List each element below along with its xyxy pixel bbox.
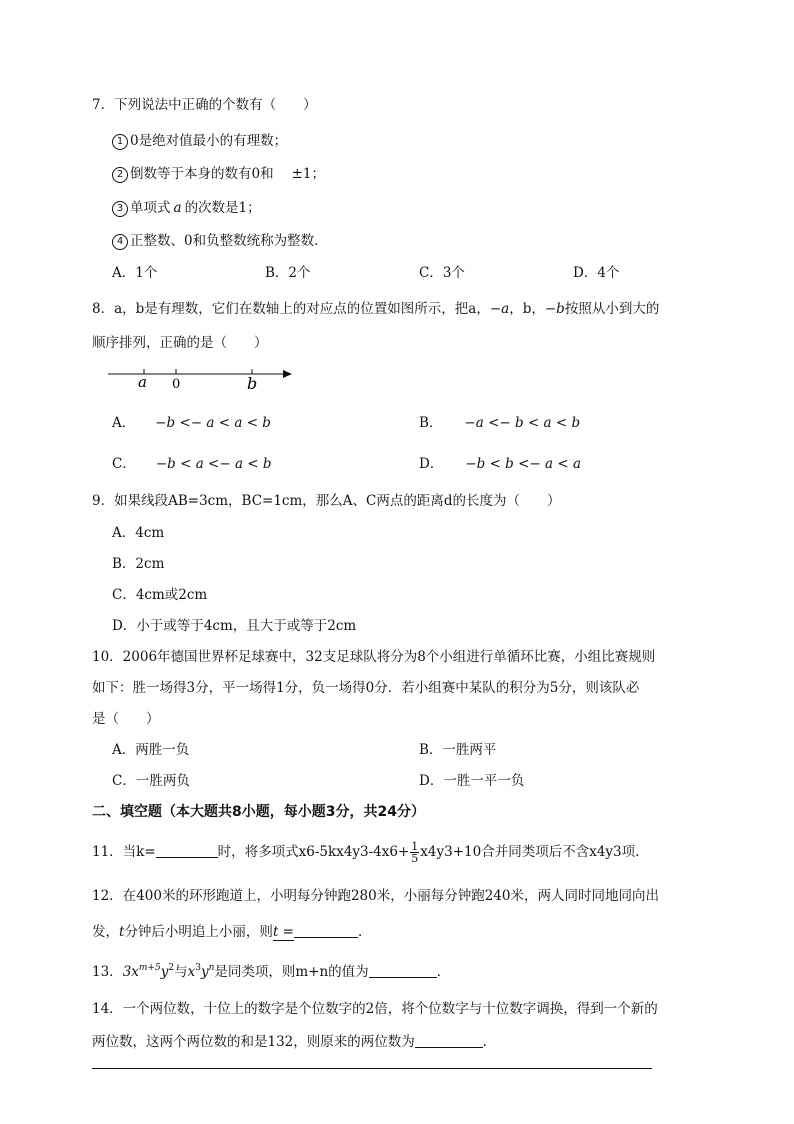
q8-neg-a: −a — [489, 301, 510, 317]
q12-answer-blank[interactable] — [294, 923, 358, 938]
q13-term1-exp: m+5 — [138, 963, 161, 973]
q8-stem-text-a: 8．a，b是有理数，它们在数轴上的对应点的位置如图所示，把a， — [92, 301, 490, 317]
q12-answer-prefix: t = — [272, 924, 294, 940]
q11-text-a: 11．当k= — [92, 844, 156, 860]
q7-variable-a: a — [173, 200, 182, 216]
circled-number-4: 4 — [112, 234, 128, 250]
q8-option-a-label: A． — [112, 415, 136, 431]
q13-text-d: ． — [436, 964, 451, 980]
q13-text-c: 是同类项，则m+n的值为 — [214, 964, 369, 980]
q13-term1-y: y — [160, 964, 169, 980]
q9-option-b[interactable]: B．2cm — [112, 556, 165, 572]
q10-option-c[interactable]: C．一胜两负 — [112, 773, 190, 789]
q8-option-c-math: −b < a <− a < b — [155, 456, 272, 472]
q7-statement-2-math: ±1； — [291, 166, 325, 182]
q10-line1: 10．2006年德国世界杯足球赛中，32支足球队将分为8个小组进行单循环比赛，小组比赛规则 — [92, 649, 656, 665]
q9-option-a[interactable]: A．4cm — [112, 525, 165, 541]
q13-answer-blank[interactable] — [369, 963, 437, 978]
q8-option-d-math: −b < b <− a < a — [465, 456, 582, 472]
q8-option-b-math: −a <− b < a < b — [464, 415, 581, 431]
q8-option-b[interactable] — [419, 414, 580, 432]
circled-number-3: 3 — [112, 201, 128, 217]
q13-term2-x-exp: 3 — [195, 963, 201, 973]
q7-statement-1 — [112, 132, 287, 150]
label-a: a — [138, 373, 147, 391]
q9-stem: 9．如果线段AB=3cm，BC=1cm，那么A、C两点的距离d的长度为（ ） — [92, 493, 561, 509]
q8-option-a[interactable] — [112, 414, 271, 432]
q12-line2 — [92, 923, 371, 941]
q7-statement-4 — [112, 232, 328, 250]
q7-statement-3-text-b: 的次数是1； — [184, 200, 261, 216]
q10-line3: 是（ ） — [92, 711, 160, 727]
q7-statement-3-text-a: 单项式 — [130, 200, 171, 216]
q11-text-c: x4y3+10合并同类项后不含x4y3项. — [420, 844, 640, 860]
circled-number-1: 1 — [112, 134, 128, 150]
q7-statement-4-text: 正整数、0和负整数统称为整数． — [130, 233, 328, 249]
q8-stem-line1 — [92, 300, 659, 318]
q14-answer-blank[interactable] — [415, 1033, 483, 1048]
q12-text-a: 发， — [92, 924, 119, 940]
q7-stem: 7．下列说法中正确的个数有（ ） — [92, 97, 317, 113]
q11-fraction — [410, 841, 419, 864]
q10-option-a[interactable]: A．两胜一负 — [112, 742, 190, 758]
q8-option-a-math: −b <− a < a < b — [155, 415, 271, 431]
q12-text-c: ． — [357, 924, 372, 940]
q8-option-c-label: C． — [112, 456, 136, 472]
q8-stem-text-b: ，b， — [509, 301, 545, 317]
label-b: b — [247, 374, 258, 393]
fraction-denominator: 5 — [411, 852, 419, 865]
q12-line1: 12．在400米的环形跑道上，小明每分钟跑280米，小丽每分钟跑240米，两人同时同地同向出 — [92, 888, 659, 904]
q7-statement-3 — [112, 199, 261, 217]
q10-option-d[interactable]: D．一胜一平一负 — [419, 773, 525, 789]
q14-text: 两位数，这两个两位数的和是132，则原来的两位数为 — [92, 1034, 415, 1050]
label-0: 0 — [172, 377, 181, 392]
q7-statement-1-text: 0是绝对值最小的有理数； — [130, 133, 288, 149]
q13-term2-y-exp: n — [208, 963, 215, 973]
q8-stem-text-c: 按照从小到大的 — [564, 301, 660, 317]
q9-option-c[interactable]: C．4cm或2cm — [112, 587, 208, 603]
q8-option-b-label: B． — [419, 415, 443, 431]
q8-option-d[interactable] — [419, 455, 581, 473]
q8-stem-line2: 顺序排列，正确的是（ ） — [92, 335, 268, 351]
number-line-arrow — [283, 370, 292, 378]
circled-number-2: 2 — [112, 167, 128, 183]
q14-text-end: ． — [482, 1034, 497, 1050]
q7-option-d[interactable]: D．4个 — [573, 265, 620, 281]
q13-term2-y: y — [200, 964, 209, 980]
q13-line — [92, 963, 450, 981]
q11-line — [92, 841, 639, 864]
q9-option-d[interactable]: D．小于或等于4cm，且大于或等于2cm — [112, 618, 357, 634]
q12-text-b: 分钟后小明追上小丽，则 — [124, 924, 273, 940]
q8-option-c[interactable] — [112, 455, 272, 473]
q13-text-a: 13． — [92, 964, 123, 980]
q8-neg-b: −b — [544, 301, 565, 317]
section-heading-fill-in: 二、填空题（本大题共8小题，每小题3分，共24分） — [92, 804, 425, 820]
q11-text-b: 时，将多项式x6-5kx4y3-4x6+ — [217, 844, 410, 860]
q7-option-b[interactable]: B．2个 — [265, 265, 311, 281]
number-line-figure — [100, 362, 300, 396]
fraction-numerator: 1 — [411, 840, 419, 853]
page-bottom-rule — [92, 1068, 652, 1069]
q14-line1: 14．一个两位数，十位上的数字是个位数字的2倍，将个位数字与十位数字调换，得到一个新的 — [92, 1001, 658, 1017]
q13-term1-y-exp: 2 — [168, 963, 175, 973]
q11-answer-blank[interactable] — [156, 843, 218, 858]
q7-statement-2 — [112, 165, 325, 183]
q13-term2-x: x — [187, 964, 196, 980]
q10-line2: 如下：胜一场得3分，平一场得1分，负一场得0分．若小组赛中某队的积分为5分，则该队必 — [92, 680, 640, 696]
q7-option-a[interactable]: A．1个 — [112, 265, 158, 281]
q8-option-d-label: D． — [419, 456, 444, 472]
q7-option-c[interactable]: C．3个 — [419, 265, 465, 281]
q7-statement-2-text: 倒数等于本身的数有0和 — [130, 166, 274, 182]
q10-option-b[interactable]: B．一胜两平 — [419, 742, 497, 758]
q13-text-b: 与 — [174, 964, 188, 980]
q13-term1-base: 3x — [122, 964, 139, 980]
q12-variable-t: t — [119, 924, 125, 940]
q14-line2 — [92, 1033, 496, 1051]
